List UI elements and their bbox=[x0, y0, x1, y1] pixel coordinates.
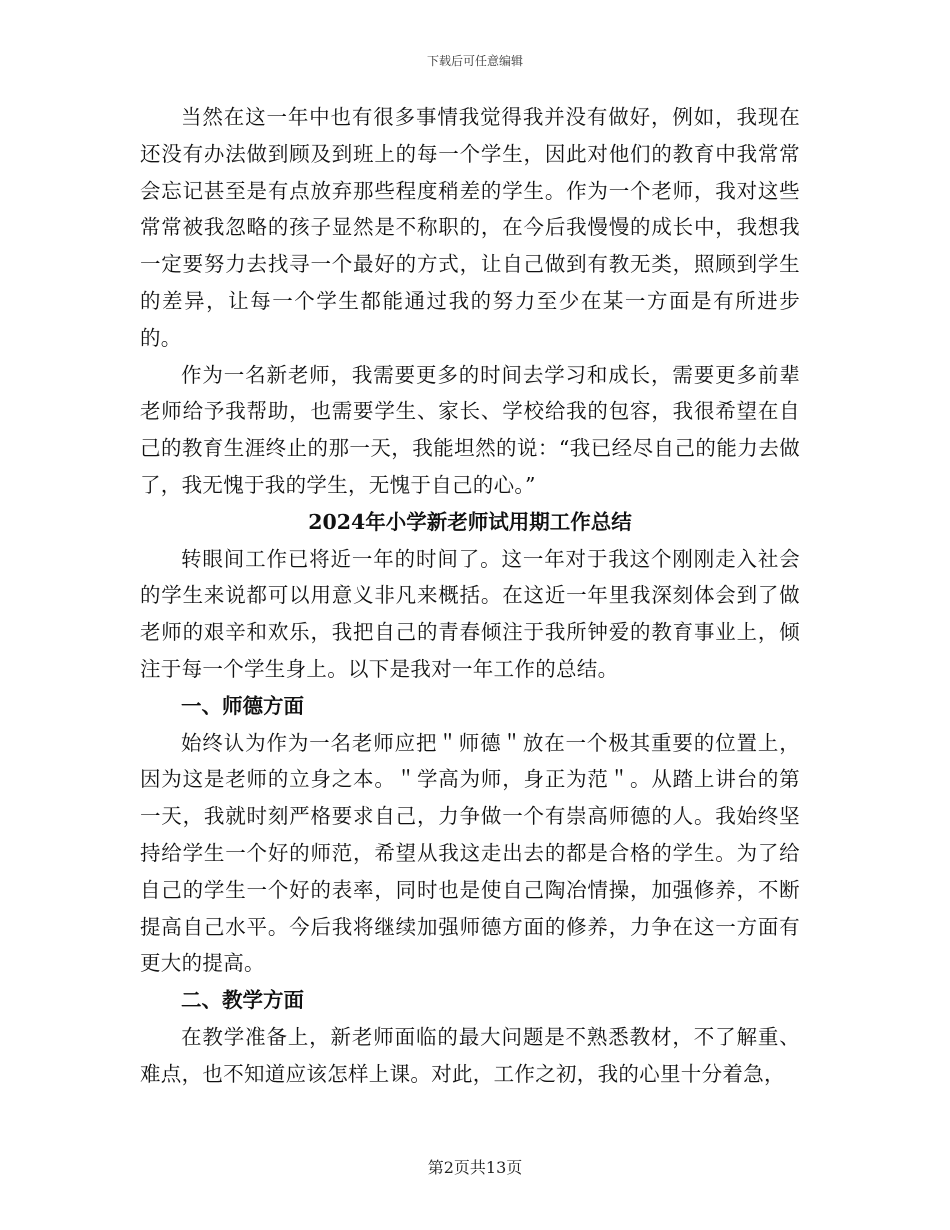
heading-ethics: 一、师德方面 bbox=[181, 693, 304, 718]
heading-teaching: 二、教学方面 bbox=[181, 988, 304, 1013]
paragraph-3: 转眼间工作已将近一年的时间了。这一年对于我这个刚刚走入社会的学生来说都可以用意义非凡来概括。在这近一年里我深刻体会到了做老师的艰辛和欢乐，我把自己的青春倾注于我所钟爱的教育事业上，倾注于每一个学生身上。以下是我对一年工作的总结。 bbox=[140, 546, 800, 681]
paragraph-2: 作为一名新老师，我需要更多的时间去学习和成长，需要更多前辈老师给予我帮助，也需要学生、家长、学校给我的包容，我很希望在自己的教育生涯终止的那一天，我能坦然的说：“我已经尽自己的能力去做了，我无愧于我的学生，无愧于自己的心。” bbox=[140, 362, 800, 497]
document-body bbox=[140, 99, 800, 1093]
paragraph-1: 当然在这一年中也有很多事情我觉得我并没有做好，例如，我现在还没有办法做到顾及到班上的每一个学生，因此对他们的教育中我常常会忘记甚至是有点放弃那些程度稍差的学生。作为一个老师，我对这些常常被我忽略的孩子显然是不称职的，在今后我慢慢的成长中，我想我一定要努力去找寻一个最好的方式，让自己做到有教无类，照顾到学生的差异，让每一个学生都能通过我的努力至少在某一方面是有所进步的。 bbox=[140, 105, 800, 350]
page-header: 下载后可任意编辑 bbox=[426, 54, 523, 68]
section-title: 2024年小学新老师试用期工作总结 bbox=[308, 509, 632, 534]
page-footer: 第2页共13页 bbox=[427, 1158, 523, 1177]
paragraph-5: 在教学准备上，新老师面临的最大问题是不熟悉教材，不了解重、难点，也不知道应该怎样上课。对此，工作之初，我的心里十分着急， bbox=[140, 1024, 800, 1086]
paragraph-4: 始终认为作为一名老师应把＂师德＂放在一个极其重要的位置上，因为这是老师的立身之本。＂学高为师，身正为范＂。从踏上讲台的第一天，我就时刻严格要求自己，力争做一个有崇高师德的人。我始终坚持给学生一个好的师范，希望从我这走出去的都是合格的学生。为了给自己的学生一个好的表率，同时也是使自己陶冶情操，加强修养，不断提高自己水平。今后我将继续加强师德方面的修养，力争在这一方面有更大的提高。 bbox=[140, 730, 800, 976]
